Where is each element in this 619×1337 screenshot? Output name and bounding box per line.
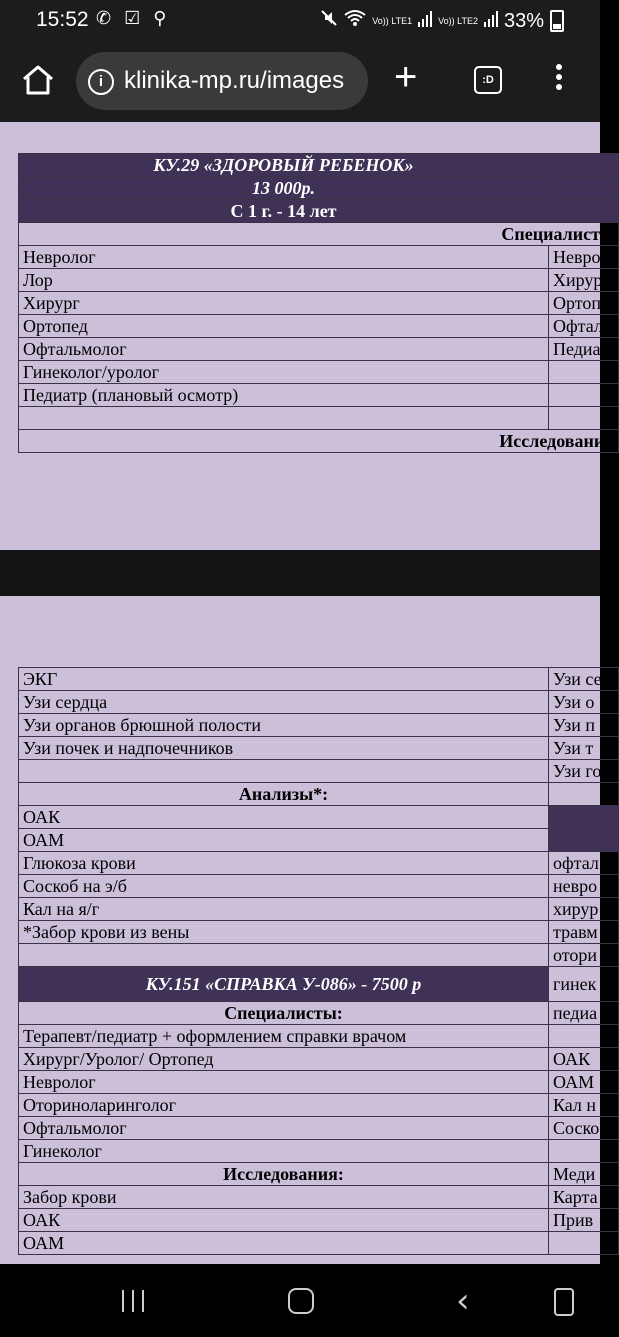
home-icon [18,62,58,98]
specialists-header: Специалисты [19,223,619,246]
checkup-table-ku29 [18,153,619,453]
signal-icon-2 [484,10,498,33]
keyboard-button[interactable] [554,1288,574,1316]
table-row: Педиатр (плановый осмотр) [19,384,619,407]
tabs-button[interactable]: :D [474,66,502,94]
recent-apps-button[interactable] [120,1290,146,1312]
menu-button[interactable] [556,64,564,94]
table-row: ОАМ [19,829,619,852]
table-row: ОАМ [19,1232,619,1255]
back-button[interactable]: ‹ [456,1281,470,1321]
battery-percent: 33% [503,9,544,32]
table-row: Узи сердца Узи о [19,691,619,714]
package-price: 13 000р. [19,177,549,200]
table-row: Гинеколог [19,1140,619,1163]
table-row: ЭКГ Узи се [19,668,619,691]
network-label-2: Vo)) LTE2 [438,15,478,26]
network-label-1: Vo)) LTE1 [372,15,413,26]
table-row: Узи органов брюшной полости Узи п [19,714,619,737]
table-row: *Забор крови из вены травм [19,921,619,944]
info-icon[interactable]: i [88,69,114,95]
table-row: Офтальмолог Педиа [19,338,619,361]
package-title: КУ.29 «ЗДОРОВЫЙ РЕБЕНОК» [19,154,549,177]
url-text[interactable]: klinika-mp.ru/images [124,67,345,94]
notification-icons: ✆ ☑ ⚲ [96,8,171,28]
system-nav-bar [0,1264,600,1337]
page-image-1 [0,122,614,550]
table-row: Невролог Невро [19,246,619,269]
table-row: Соскоб на э/б невро [19,875,619,898]
section2-title: КУ.151 «СПРАВКА У-086» - 7500 р [19,967,549,1002]
status-right [320,9,564,33]
table-row [19,407,619,430]
specialists-label: Специалисты: [19,1002,549,1025]
table-row: Хирург/Уролог/ Ортопед ОАК [19,1048,619,1071]
research-header: Исследования [19,430,619,453]
page-separator [0,550,600,596]
package-age: С 1 г. - 14 лет [19,200,549,223]
table-row: Ортопед Офтал [19,315,619,338]
status-time: 15:52 [36,8,89,31]
table-row: Узи го [19,760,619,783]
mute-icon [320,9,338,33]
table-row: ОАК [19,806,619,829]
table-row: Кал на я/г хирур [19,898,619,921]
signal-icon-1 [418,10,432,33]
page-image-2 [0,596,600,1264]
browser-toolbar [0,40,600,122]
new-tab-button[interactable]: + [394,55,418,99]
research-label: Исследования: [19,1163,549,1186]
table-row: Невролог ОАМ [19,1071,619,1094]
status-bar [0,0,600,40]
table-row: Лор Хирур [19,269,619,292]
home-button[interactable] [18,62,58,98]
nav-home-button[interactable] [288,1288,314,1314]
table-row: Офтальмолог Соско [19,1117,619,1140]
table-row: Оториноларинголог Кал н [19,1094,619,1117]
table-row: отори [19,944,619,967]
table-row: Глюкоза крови офтал [19,852,619,875]
wifi-icon [344,9,366,33]
checkup-table-2: ЭКГ Узи се Узи сердца Узи о Узи органов брюшной полости Узи п Узи почек и надпочечников Узи т Узи го Анализы*: ОАК ОАМ Глюкоза крови офтал Соскоб на э/б невро Кал на я/г хирур *Забор крови из вены травм отори КУ.151 «СПРАВКА У-086» - 7500 р гинек Специалисты: педиа Терапевт/педиатр + оформлением справки врачом Хирург/Уролог/ Ортопед ОАК Невролог ОАМ Оториноларинголог Кал н Офтальмолог Соско Гинеколог Исследования: Меди Забор крови Карта ОАК Прив ОАМ [18,667,619,1255]
table-row: Узи почек и надпочечников Узи т [19,737,619,760]
table-row: Гинеколог/уролог [19,361,619,384]
table-row: Хирург Ортоп [19,292,619,315]
table-row: ОАК Прив [19,1209,619,1232]
battery-icon [550,10,564,32]
table-row: Забор крови Карта [19,1186,619,1209]
analyses-header: Анализы*: [19,783,549,806]
table-row: Терапевт/педиатр + оформлением справки врачом [19,1025,619,1048]
address-bar[interactable] [76,52,368,110]
